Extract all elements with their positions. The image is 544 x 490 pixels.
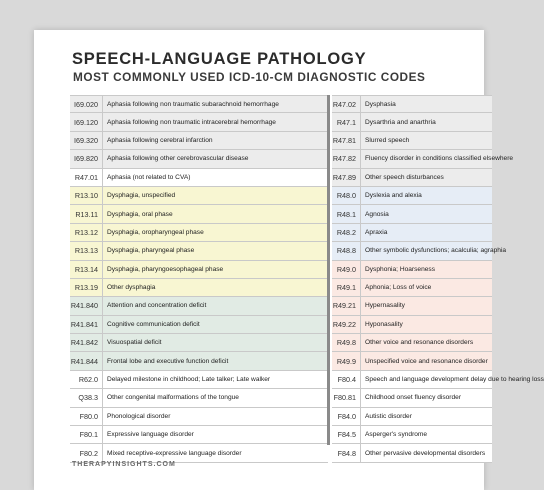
diagnostic-code: R49.1 xyxy=(332,279,361,296)
table-row xyxy=(70,389,328,407)
diagnostic-code: R13.14 xyxy=(70,261,103,278)
table-row xyxy=(70,150,328,168)
diagnosis-description: Aphasia (not related to CVA) xyxy=(107,173,191,181)
diagnostic-code: R13.11 xyxy=(70,205,103,222)
diagnostic-code: R41.841 xyxy=(70,316,103,333)
diagnosis-description: Frontal lobe and executive function deficit xyxy=(107,357,229,365)
diagnosis-description: Other symbolic dysfunctions; acalculia; agraphia xyxy=(365,247,507,255)
page-subtitle: MOST COMMONLY USED ICD-10-CM DIAGNOSTIC CODES xyxy=(73,70,426,84)
diagnostic-code: R48.1 xyxy=(332,205,361,222)
diagnostic-code: F80.1 xyxy=(70,426,103,443)
page-title: SPEECH-LANGUAGE PATHOLOGY xyxy=(72,50,367,68)
diagnostic-code: I69.120 xyxy=(70,113,103,130)
left-code-table xyxy=(70,95,328,463)
table-row xyxy=(332,242,507,260)
diagnostic-code: R13.13 xyxy=(70,242,103,259)
diagnostic-code: I69.820 xyxy=(70,150,103,167)
diagnostic-code: F84.8 xyxy=(332,444,361,461)
table-row xyxy=(332,352,492,370)
diagnostic-code: R41.844 xyxy=(70,352,103,369)
diagnostic-code: R47.1 xyxy=(332,113,361,130)
table-row xyxy=(70,334,328,352)
table-row xyxy=(70,297,328,315)
table-row xyxy=(70,113,328,131)
diagnosis-description: Visuospatial deficit xyxy=(107,339,162,347)
diagnostic-code: R48.8 xyxy=(332,242,361,259)
table-row xyxy=(70,95,328,113)
table-row xyxy=(70,371,328,389)
diagnosis-description: Other congenital malformations of the tongue xyxy=(107,394,239,402)
diagnosis-description: Dysphagia, pharyngoesophageal phase xyxy=(107,265,224,273)
diagnosis-description: Other dysphagia xyxy=(107,284,156,292)
diagnostic-code: R48.0 xyxy=(332,187,361,204)
diagnosis-description: Aphonia; Loss of voice xyxy=(365,284,432,292)
diagnostic-code: F80.81 xyxy=(332,389,361,406)
table-row xyxy=(70,187,328,205)
diagnosis-description: Dysphasia xyxy=(365,100,396,108)
table-row xyxy=(70,132,328,150)
diagnosis-description: Asperger's syndrome xyxy=(365,431,428,439)
diagnosis-description: Dysphagia, pharyngeal phase xyxy=(107,247,195,255)
diagnosis-description: Fluency disorder in conditions classified elsewhere xyxy=(365,155,514,163)
table-row xyxy=(332,426,492,444)
diagnosis-description: Dysphonia; Hoarseness xyxy=(365,265,436,273)
diagnostic-code: F80.4 xyxy=(332,371,361,388)
table-row xyxy=(332,408,492,426)
diagnosis-description: Other voice and resonance disorders xyxy=(365,339,474,347)
table-row xyxy=(332,187,492,205)
diagnosis-description: Expressive language disorder xyxy=(107,431,194,439)
table-row xyxy=(332,389,492,407)
table-row xyxy=(332,297,492,315)
table-row xyxy=(70,261,328,279)
table-row xyxy=(70,408,328,426)
diagnosis-description: Phonological disorder xyxy=(107,412,171,420)
diagnosis-description: Dysphagia, oral phase xyxy=(107,210,173,218)
table-row xyxy=(70,426,328,444)
diagnosis-description: Autistic disorder xyxy=(365,412,412,420)
table-row xyxy=(332,95,492,113)
diagnosis-description: Hypernasality xyxy=(365,302,405,310)
table-row xyxy=(332,334,492,352)
diagnostic-code: I69.020 xyxy=(70,96,103,112)
diagnostic-code: F84.5 xyxy=(332,426,361,443)
diagnostic-code: R49.0 xyxy=(332,261,361,278)
table-row xyxy=(332,279,492,297)
diagnostic-code: R49.22 xyxy=(332,316,361,333)
diagnosis-description: Hyponasality xyxy=(365,320,403,328)
diagnosis-description: Dyslexia and alexia xyxy=(365,192,422,200)
diagnosis-description: Apraxia xyxy=(365,228,388,236)
diagnostic-code: R13.10 xyxy=(70,187,103,204)
table-row xyxy=(332,169,492,187)
document-sheet xyxy=(34,30,544,490)
diagnostic-code: R47.89 xyxy=(332,169,361,186)
diagnosis-description: Other speech disturbances xyxy=(365,173,444,181)
diagnosis-description: Cognitive communication deficit xyxy=(107,320,200,328)
diagnosis-description: Unspecified voice and resonance disorder xyxy=(365,357,488,365)
diagnosis-description: Dysphagia, unspecified xyxy=(107,192,176,200)
diagnosis-description: Slurred speech xyxy=(365,136,410,144)
diagnosis-description: Aphasia following other cerebrovascular disease xyxy=(107,155,249,163)
table-row xyxy=(332,444,492,462)
table-row xyxy=(332,371,544,389)
diagnosis-description: Agnosia xyxy=(365,210,389,218)
diagnostic-code: F80.0 xyxy=(70,408,103,425)
table-row xyxy=(70,169,328,187)
diagnosis-description: Attention and concentration deficit xyxy=(107,302,207,310)
diagnostic-code: R49.8 xyxy=(332,334,361,351)
table-row xyxy=(332,316,492,334)
table-row xyxy=(70,316,328,334)
table-row xyxy=(70,242,328,260)
diagnostic-code: I69.320 xyxy=(70,132,103,149)
diagnosis-description: Speech and language development delay due to hearing loss xyxy=(365,376,544,384)
right-code-table xyxy=(332,95,544,463)
diagnostic-code: R62.0 xyxy=(70,371,103,388)
diagnosis-description: Aphasia following non traumatic intracerebral hemorrhage xyxy=(107,118,276,126)
diagnosis-description: Aphasia following non traumatic subarachnoid hemorrhage xyxy=(107,100,279,108)
diagnostic-code: R13.12 xyxy=(70,224,103,241)
diagnostic-code: R47.81 xyxy=(332,132,361,149)
table-row xyxy=(70,205,328,223)
table-row xyxy=(332,205,492,223)
diagnosis-description: Dysphagia, oropharyngeal phase xyxy=(107,228,204,236)
diagnostic-code: Q38.3 xyxy=(70,389,103,406)
table-row xyxy=(332,113,492,131)
diagnostic-code: R13.19 xyxy=(70,279,103,296)
table-row xyxy=(332,150,514,168)
table-row xyxy=(332,261,492,279)
table-row xyxy=(332,224,492,242)
diagnosis-description: Childhood onset fluency disorder xyxy=(365,394,462,402)
diagnostic-code: R49.9 xyxy=(332,352,361,369)
table-row xyxy=(70,224,328,242)
diagnosis-description: Dysarthria and anarthria xyxy=(365,118,436,126)
diagnostic-code: R47.82 xyxy=(332,150,361,167)
diagnostic-code: R47.02 xyxy=(332,96,361,112)
table-row xyxy=(70,352,328,370)
diagnostic-code: R41.840 xyxy=(70,297,103,314)
diagnostic-code: R48.2 xyxy=(332,224,361,241)
footer-url: THERAPYINSIGHTS.COM xyxy=(72,461,176,468)
table-row xyxy=(70,279,328,297)
diagnostic-code: R49.21 xyxy=(332,297,361,314)
diagnostic-code: R47.01 xyxy=(70,169,103,186)
column-divider xyxy=(327,95,330,445)
diagnosis-description: Other pervasive developmental disorders xyxy=(365,449,486,457)
diagnosis-description: Mixed receptive-expressive language disorder xyxy=(107,449,242,457)
diagnosis-description: Delayed milestone in childhood; Late talker; Late walker xyxy=(107,376,271,384)
table-row xyxy=(332,132,492,150)
diagnostic-code: F80.2 xyxy=(70,444,103,461)
diagnosis-description: Aphasia following cerebral infarction xyxy=(107,136,213,144)
diagnostic-code: F84.0 xyxy=(332,408,361,425)
diagnostic-code: R41.842 xyxy=(70,334,103,351)
